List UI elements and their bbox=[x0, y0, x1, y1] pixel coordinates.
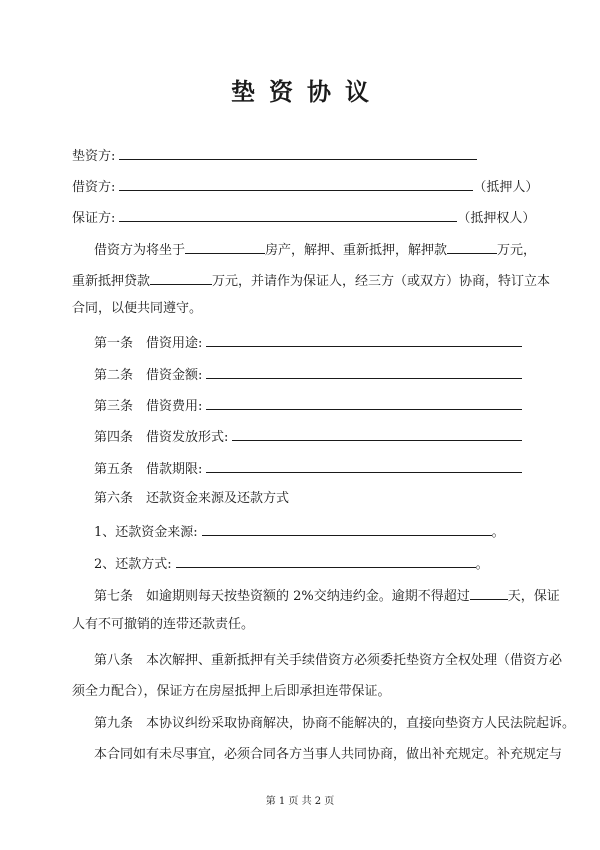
period-mark: 。 bbox=[491, 525, 505, 540]
article-7-line-2: 人有不可撤销的连带还款责任。 bbox=[72, 617, 255, 632]
preamble-line-2 bbox=[72, 270, 550, 288]
preamble-text: 万元，并请作为保证人，经三方（或双方）协商，特订立本 bbox=[212, 274, 551, 289]
article-6: 第六条 还款资金来源及还款方式 bbox=[94, 491, 290, 506]
preamble-text: 万元， bbox=[497, 243, 537, 258]
article-5-blank bbox=[206, 458, 522, 473]
article-6-item-2-label: 2、还款方式: bbox=[94, 557, 172, 572]
document-title: 垫资协议 bbox=[231, 77, 383, 106]
article-5-label: 第五条 借款期限: bbox=[94, 462, 203, 477]
article-8-line-2: 须全力配合），保证方在房屋抵押上后即承担连带保证。 bbox=[72, 684, 391, 699]
article-4-blank bbox=[232, 426, 522, 441]
article-6-item-1 bbox=[94, 521, 505, 539]
supplement-clause: 本合同如有未尽事宜，必须合同各方当事人共同协商，做出补充规定。补充规定与 bbox=[94, 747, 563, 762]
article-9: 第九条 本协议纠纷采取协商解决，协商不能解决的，直接向垫资方人民法院起诉。 bbox=[94, 716, 576, 731]
article-1-blank bbox=[206, 332, 522, 347]
article-2-blank bbox=[206, 364, 522, 379]
article-3 bbox=[94, 395, 522, 413]
guarantor-suffix: （抵押权人） bbox=[457, 211, 536, 226]
article-7-text: 天，保证 bbox=[507, 589, 560, 604]
guarantor-blank bbox=[119, 207, 457, 222]
loan-amount-blank bbox=[150, 270, 212, 285]
borrower-line bbox=[72, 176, 538, 194]
article-5 bbox=[94, 458, 522, 476]
preamble-line-3: 合同，以便共同遵守。 bbox=[72, 301, 203, 316]
article-2 bbox=[94, 364, 522, 382]
article-1 bbox=[94, 332, 522, 350]
article-4 bbox=[94, 426, 522, 444]
guarantor-label: 保证方: bbox=[72, 211, 116, 226]
guarantor-line bbox=[72, 207, 535, 225]
borrower-blank bbox=[119, 176, 473, 191]
preamble-line-1 bbox=[94, 239, 536, 257]
location-blank bbox=[185, 239, 265, 254]
article-7-text: 第七条 如逾期则每天按垫资额的 2%交纳违约金。逾期不得超过 bbox=[94, 589, 470, 604]
borrower-label: 借资方: bbox=[72, 180, 116, 195]
article-3-blank bbox=[206, 395, 522, 410]
article-7-line-1 bbox=[94, 585, 560, 603]
advancer-label: 垫资方: bbox=[72, 149, 116, 164]
advancer-blank bbox=[119, 145, 477, 160]
article-3-label: 第三条 借资费用: bbox=[94, 399, 203, 414]
article-8-line-1: 第八条 本次解押、重新抵押有关手续借资方必须委托垫资方全权处理（借资方必 bbox=[94, 653, 563, 668]
article-4-label: 第四条 借资发放形式: bbox=[94, 430, 229, 445]
article-2-label: 第二条 借资金额: bbox=[94, 368, 203, 383]
funding-source-blank bbox=[202, 521, 492, 536]
page-footer: 第 1 页 共 2 页 bbox=[265, 796, 335, 807]
preamble-text: 借资方为将坐于 bbox=[94, 243, 186, 258]
article-6-item-2 bbox=[94, 553, 489, 571]
article-6-item-1-label: 1、还款资金来源: bbox=[94, 525, 198, 540]
borrower-suffix: （抵押人） bbox=[473, 180, 539, 195]
article-1-label: 第一条 借资用途: bbox=[94, 336, 203, 351]
preamble-text: 重新抵押贷款 bbox=[72, 274, 151, 289]
release-amount-blank bbox=[447, 239, 497, 254]
advancer-line bbox=[72, 145, 477, 163]
period-mark: 。 bbox=[475, 557, 489, 572]
repayment-method-blank bbox=[176, 553, 476, 568]
preamble-text: 房产，解押、重新抵押，解押款 bbox=[265, 243, 448, 258]
days-limit-blank bbox=[470, 585, 508, 600]
